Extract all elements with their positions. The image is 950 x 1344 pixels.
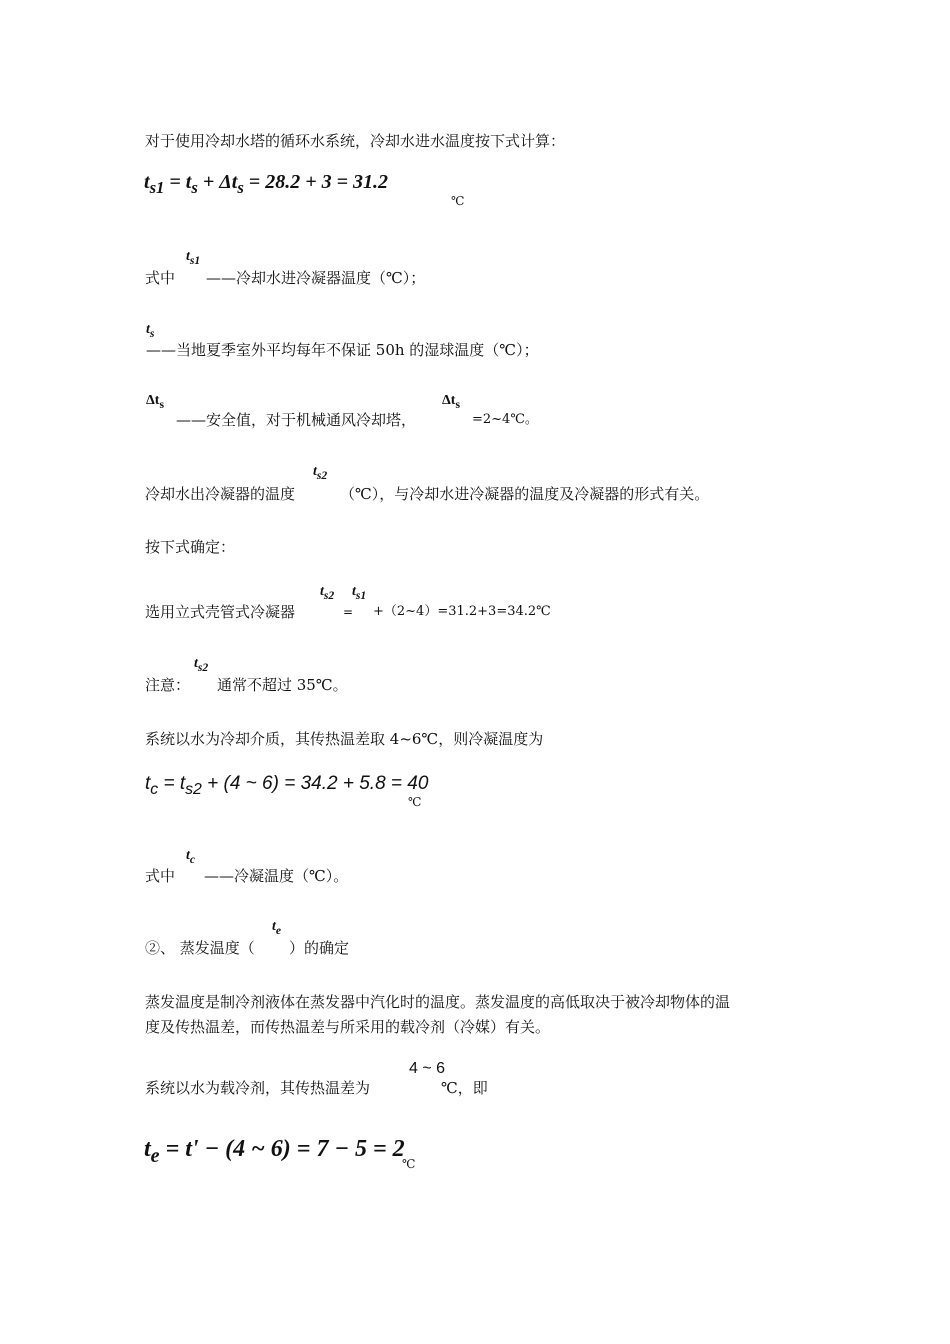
section-evap-heading-b: ）的确定 [289,939,350,957]
formula-condensing: $t_c = t_{s2} + (4$ ~ 6) = 34.2 + 5.8 = 40 [145,773,429,798]
note-text: 通常不超过 35℃。 [217,676,348,694]
def-ts1-text: ——冷却水进冷凝器温度（℃）； [206,269,426,287]
var-delta-ts: $\Delta t_s$ [146,393,164,411]
evap-paragraph-2: 度及传热温差，而传热温差与所采用的载冷剂（冷媒）有关。 [145,1018,551,1036]
var-tc: $t_c$ [186,848,196,866]
def-prefix: 式中 [145,269,176,287]
formula-evaporation: $t_e = t' - (4$ ~ 6) = 7 − 5 = 2 [144,1136,405,1167]
condenser-line: 选用立式壳管式冷凝器 [145,603,296,621]
var-ts1-b: $t_{s1}$ [352,584,367,602]
def-dts-value: =2~4℃。 [472,412,538,427]
range-value: 4 ~ 6 [409,1060,446,1077]
var-ts: $t_s$ [146,322,155,340]
def-tc-text: ——冷凝温度（℃）。 [204,867,349,885]
cooling-medium-line: 系统以水为冷却介质，其传热温差取 4~6℃，则冷凝温度为 [145,730,544,748]
var-ts2-b: $t_{s2}$ [320,584,335,602]
carrier-line-b: ℃，即 [441,1079,488,1097]
outlet-temp-line: 冷却水出冷凝器的温度 [145,485,296,503]
formula-cooling-inlet: $t_{s1} = t_s + \Delta t_s = 28.2 + 3 = 31.2$ [144,171,388,197]
def-dts-text: ——安全值，对于机械通风冷却塔， [176,411,417,429]
var-ts2: $t_{s2}$ [313,464,328,482]
formula-cooling-inlet-unit: ℃ [451,194,465,208]
var-ts2-c: $t_{s2}$ [194,656,209,674]
outlet-temp-line-b: （℃），与冷却水进冷凝器的温度及冷凝器的形式有关。 [340,485,710,503]
var-te: $t_e$ [272,919,282,937]
intro-line: 对于使用冷却水塔的循环水系统，冷却水进水温度按下式计算： [145,132,566,150]
formula-evaporation-unit: ℃ [402,1157,416,1171]
def-ts-text: ——当地夏季室外平均每年不保证 50h 的湿球温度（℃）； [146,341,539,359]
var-delta-ts-2: $\Delta t_s$ [442,393,460,411]
determine-line: 按下式确定： [145,538,236,556]
def-prefix-2: 式中 [145,867,176,885]
formula-condensing-unit: ℃ [408,795,422,809]
carrier-line: 系统以水为载冷剂，其传热温差为 [145,1079,371,1097]
section-evap-heading: ②、 蒸发温度（ [145,939,255,957]
condenser-calc: +（2~4）=31.2+3=34.2℃ [373,604,551,619]
note-label: 注意： [145,676,191,694]
evap-paragraph-1: 蒸发温度是制冷剂液体在蒸发器中汽化时的温度。蒸发温度的高低取决于被冷却物体的温 [145,993,731,1011]
var-ts1: $t_{s1}$ [186,249,201,267]
condenser-eq: = [343,605,354,619]
